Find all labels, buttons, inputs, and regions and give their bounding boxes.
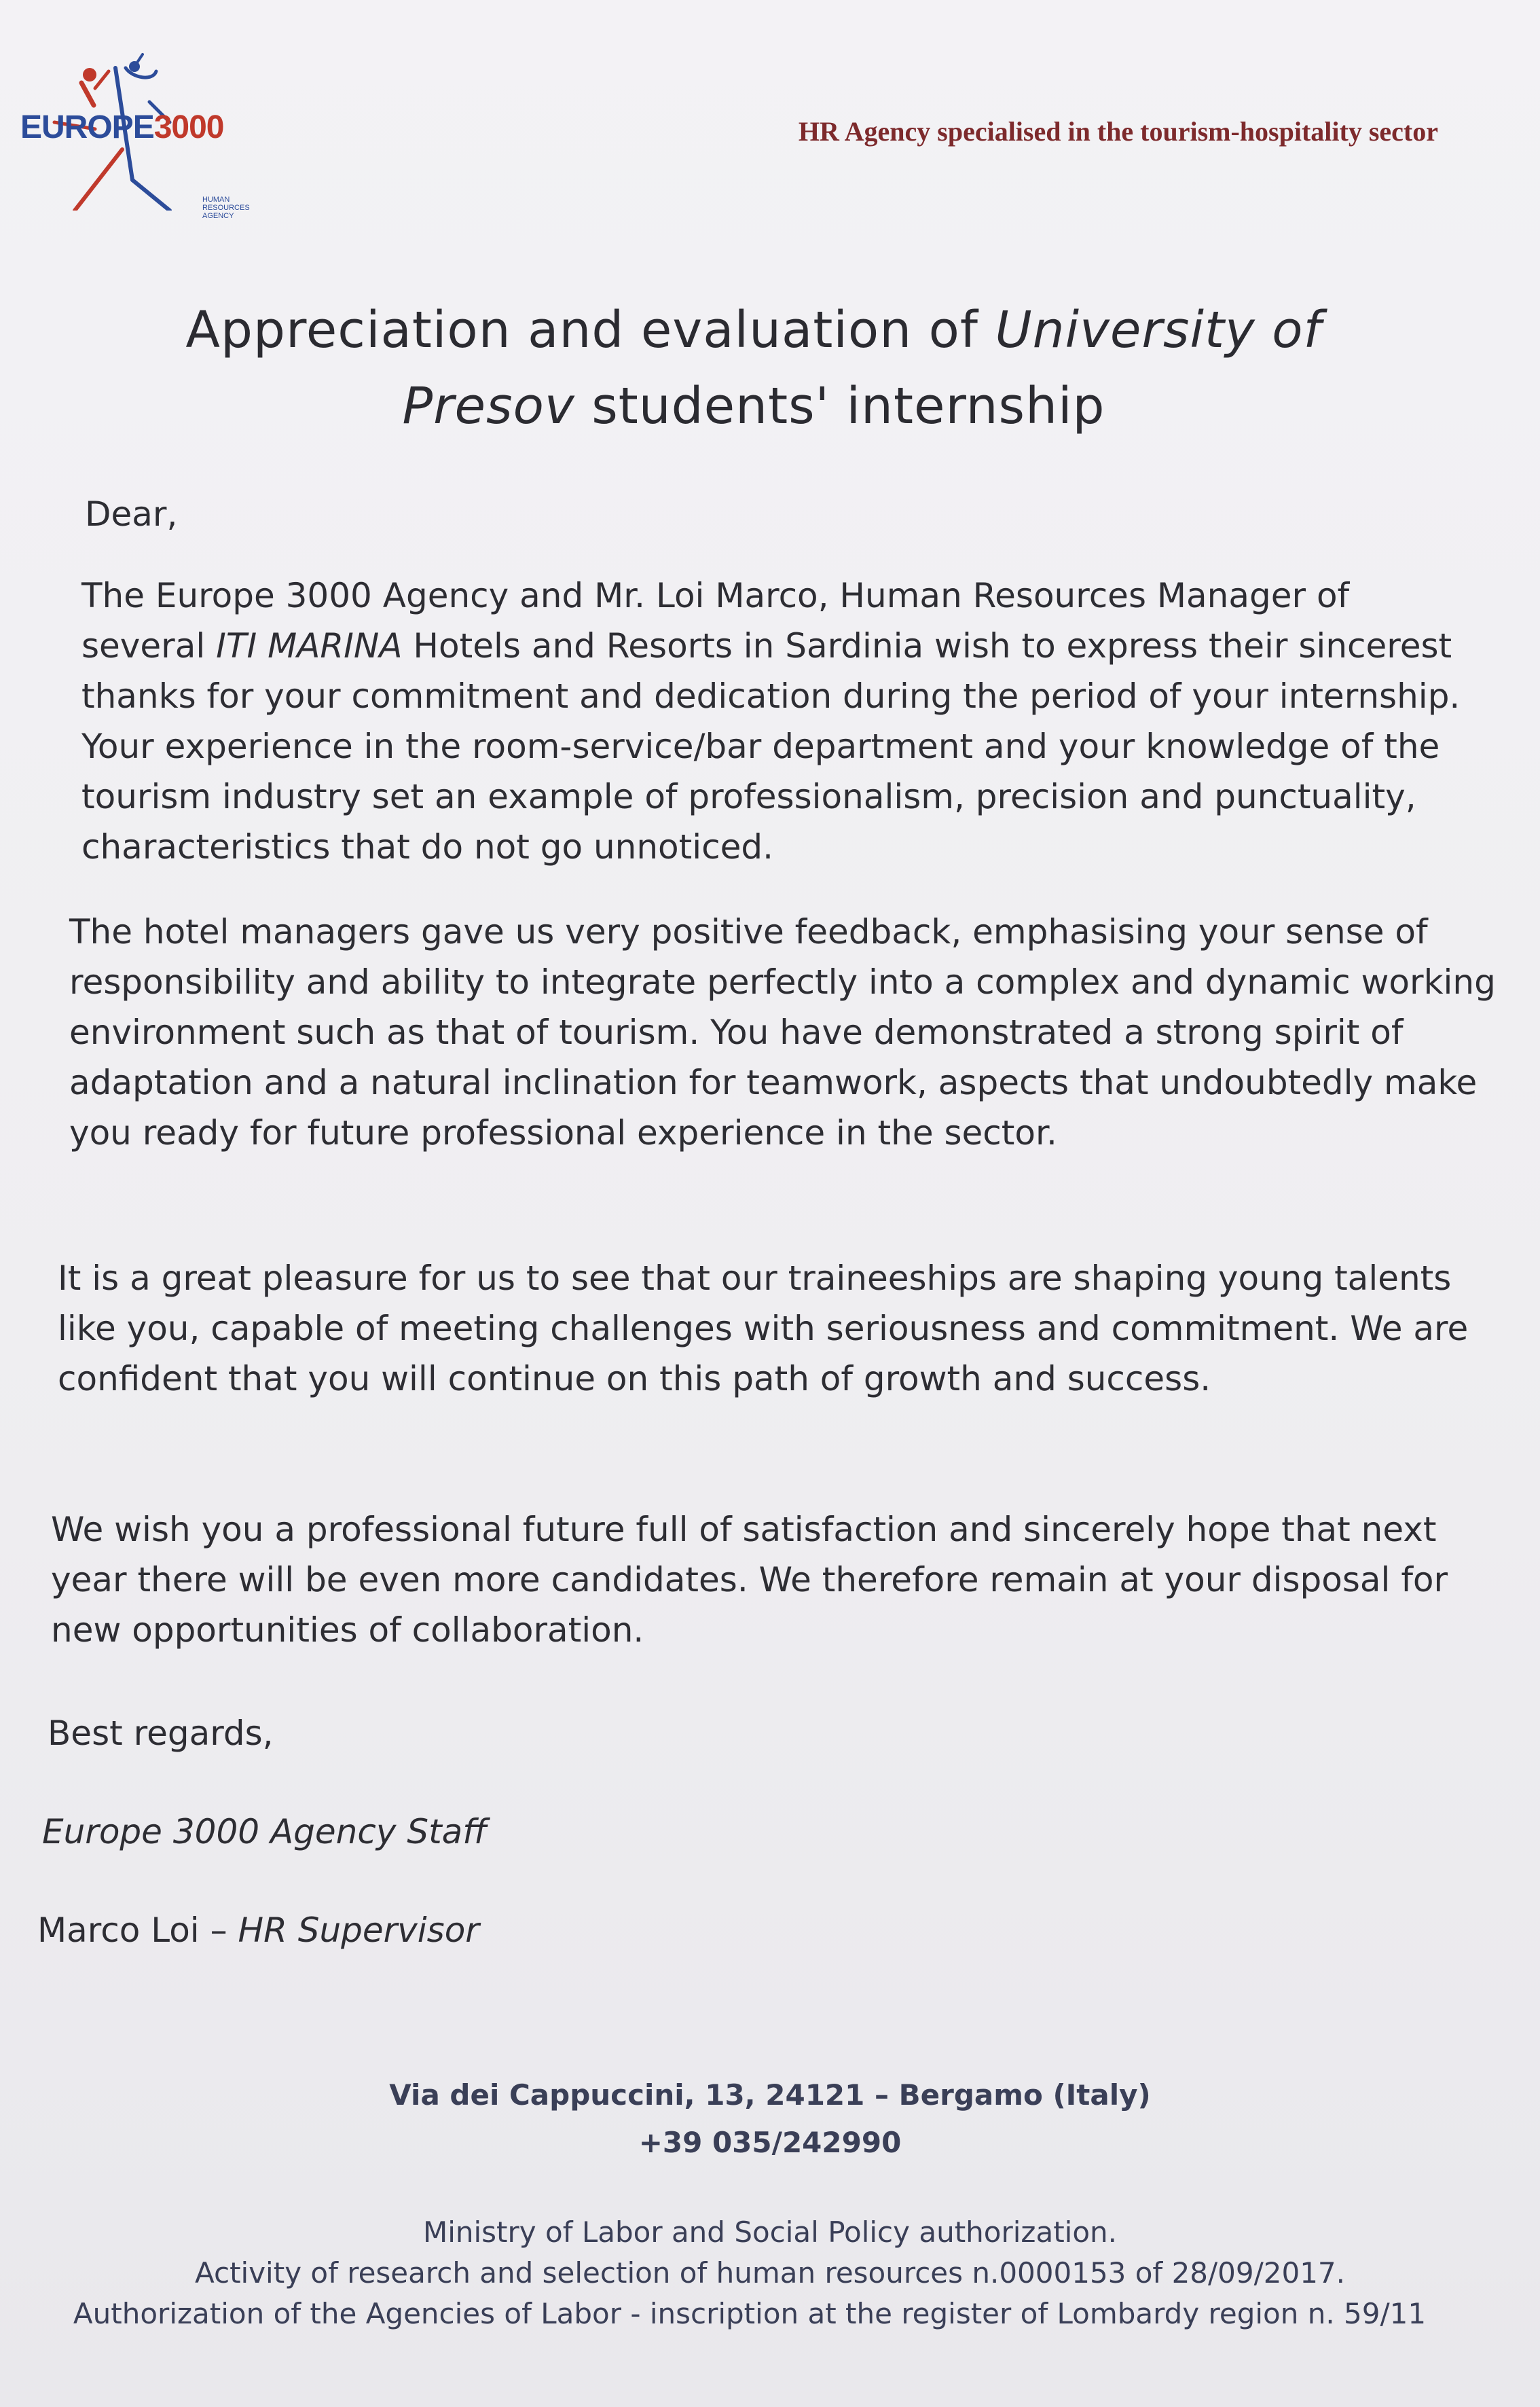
footer-legal-1: Ministry of Labor and Social Policy authorization. xyxy=(422,2215,1118,2249)
title-line1-italic: University of xyxy=(995,301,1322,359)
footer-legal-2: Activity of research and selection of human resources n.0000153 of 28/09/2017. xyxy=(194,2256,1345,2290)
paragraph-2: The hotel managers gave us very positive feedback, emphasising your sense of responsibility and ability to integrate perfectly into a complex and dynamic working environment such as that of tourism. You have demonstrated a strong spirit of adaptation and a natural inclination for teamwork, aspects that undoubtedly make you ready for future professional experience in the sector. xyxy=(69,912,1496,1153)
paragraph-1: The Europe 3000 Agency and Mr. Loi Marco, Human Resources Manager of several ITI MARINA Hotels and Resorts in Sardinia wish to express their sincerest thanks for your commitment and dedication during the period of your internship. Your experience in the room-service/bar department and your knowledge of the tourism industry set an example of professionalism, precision and punctuality, characteristics that do not go unnoticed. xyxy=(81,576,1461,867)
footer-address: Via dei Cappuccini, 13, 24121 – Bergamo (Italy) xyxy=(389,2078,1151,2112)
title-line2-italic: Presov xyxy=(402,377,575,435)
hotel-brand-name: ITI MARINA xyxy=(216,626,403,666)
logo-wordmark: EUROPE3000 xyxy=(20,109,224,145)
paragraph-4: We wish you a professional future full of satisfaction and sincerely hope that next year there will be even more candidates. We therefore remain at your disposal for new opportunities of collaboration. xyxy=(51,1510,1448,1650)
title-line1-regular: Appreciation and evaluation of xyxy=(185,301,995,359)
paragraph-3: It is a great pleasure for us to see that our traineeships are shaping young talents like you, capable of meeting challenges with seriousness and commitment. We are confident that you will continue on this path of growth and success. xyxy=(58,1259,1469,1398)
europe3000-logo xyxy=(14,41,258,220)
greeting: Dear, xyxy=(85,494,178,534)
signature-signer: Marco Loi – HR Supervisor xyxy=(37,1911,479,1950)
header-tagline: HR Agency specialised in the tourism-hospitality sector xyxy=(798,116,1438,147)
footer-phone: +39 035/242990 xyxy=(638,2126,902,2159)
footer-legal-3: Authorization of the Agencies of Labor - inscription at the register of Lombardy region n. 59/11 xyxy=(73,2297,1427,2330)
title-line2-regular: students' internship xyxy=(574,377,1105,435)
signature-staff: Europe 3000 Agency Staff xyxy=(42,1812,488,1851)
document-title xyxy=(88,292,1419,444)
closing: Best regards, xyxy=(48,1714,274,1753)
logo-subtext: HUMAN RESOURCES AGENCY xyxy=(202,196,250,220)
